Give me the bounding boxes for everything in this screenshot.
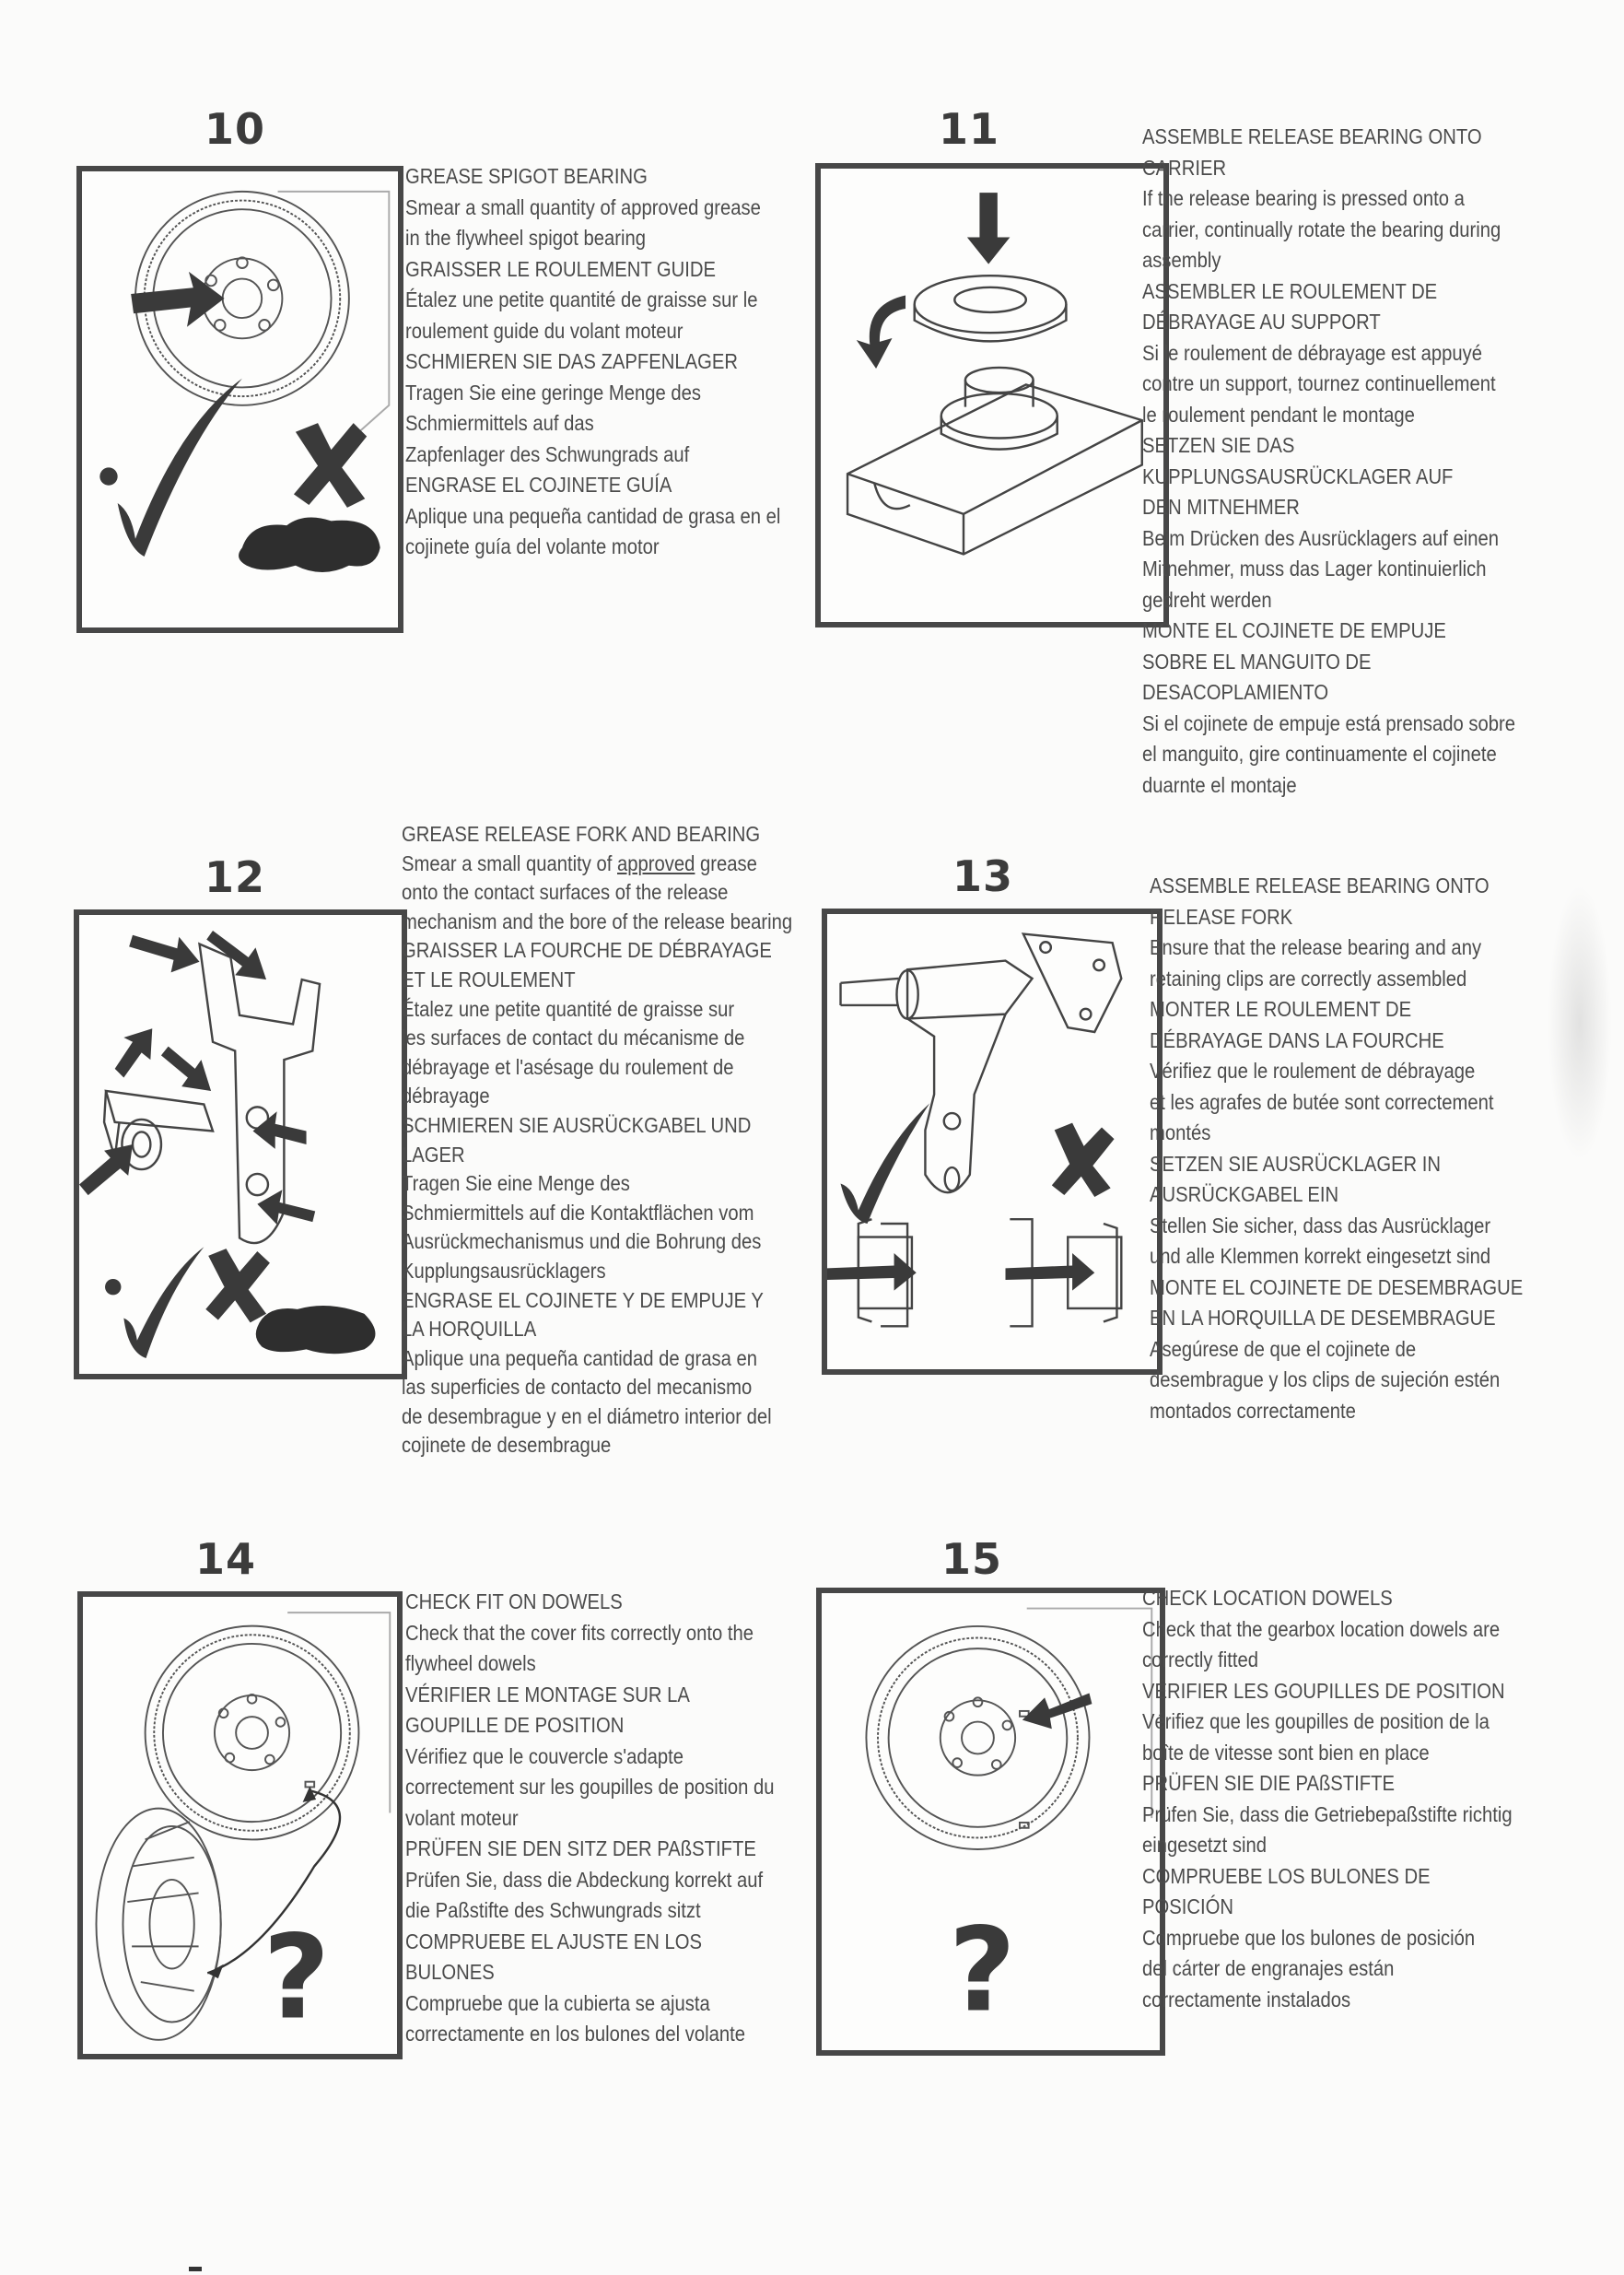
step-13-heading-es-cont: EN LA HORQUILLA DE DESEMBRAGUE [1150,1306,1496,1330]
text-line: und alle Klemmen korrekt eingesetzt sind [1150,1244,1491,1268]
text-line: cojinete guía del volante motor [405,534,660,558]
text-line: Kupplungsausrücklagers [402,1258,606,1283]
text-line: Stellen Sie sicher, dass das Ausrücklager [1150,1213,1491,1237]
step-number-10: 10 [204,104,265,154]
text-line: cojinete de desembrague [402,1433,612,1458]
step-13-text [1150,871,1523,1426]
check-mark-icon [118,379,242,557]
text-line: les surfaces de contact du mécanisme de [402,1026,745,1050]
text-line: Vérifiez que le couvercle s'adapte [405,1743,684,1768]
step-12-heading-fr-cont: ET LE ROULEMENT [402,967,576,991]
text-line: retaining clips are correctly assembled [1150,966,1467,991]
step-14-heading-de: PRÜFEN SIE DEN SITZ DER PAßSTIFTE [405,1836,756,1860]
step-14-text [405,1587,775,2050]
step-10-heading-de: SCHMIEREN SIE DAS ZAPFENLAGER [405,349,739,373]
arrow-icon [253,1111,307,1149]
step-number-15: 15 [941,1534,1002,1584]
release-fork-grease-drawing [79,915,402,1374]
gearbox-dowels-drawing [822,1593,1160,2050]
step-11-illustration [815,163,1169,627]
flywheel-spigot-grease-drawing [82,171,398,627]
text-line: If the release bearing is pressed onto a [1142,186,1465,210]
text-line: volant moteur [405,1805,519,1830]
text-line: correctamente en los bulones del volante [405,2022,746,2046]
question-mark-icon: ? [263,1909,331,2046]
arrow-icon [257,1190,315,1225]
step-14-illustration [77,1591,403,2059]
step-13-heading-en: ASSEMBLE RELEASE BEARING ONTO [1150,874,1490,897]
scan-smudge [1548,885,1612,1161]
step-14-heading-es: COMPRUEBE EL AJUSTE EN LOS [405,1929,703,1953]
step-number-12: 12 [204,852,265,902]
text-line: le roulement pendant le montage [1142,402,1415,427]
text-line: Vérifiez que les goupilles de position de la [1142,1709,1490,1733]
text-line: Check that the gearbox location dowels are [1142,1616,1501,1641]
check-mark-icon [841,1103,930,1224]
text-line: las superficies de contacto del mecanismo [402,1375,753,1400]
cover-on-dowels-drawing [83,1597,397,2054]
text-line: Si el cojinete de empuje está prensado sobre [1142,710,1516,735]
step-14-heading-fr: VÉRIFIER LE MONTAGE SUR LA [405,1682,690,1706]
step-15-text [1142,1583,1513,2015]
text-line: mechanism and the bore of the release bearing [402,909,793,933]
step-15-illustration [816,1588,1165,2056]
step-11-heading-es-cont: SOBRE EL MANGUITO DE [1142,649,1372,674]
step-12-heading-de: SCHMIEREN SIE AUSRÜCKGABEL UND [402,1112,752,1137]
step-12-heading-de-cont: LAGER [402,1142,465,1167]
step-13-illustration [822,909,1163,1375]
text-line: flywheel dowels [405,1651,536,1675]
text-line: débrayage et l'asésage du roulement de [402,1054,734,1079]
text-line: Aplique una pequeña cantidad de grasa en el [405,503,781,528]
text-line: Beim Drücken des Ausrücklagers auf einen [1142,525,1500,550]
text-line: in the flywheel spigot bearing [405,226,647,250]
text-line: de desembrague y en el diámetro interior del [402,1403,772,1428]
step-13-heading-es: MONTE EL COJINETE DE DESEMBRAGUE [1150,1274,1524,1299]
text-line: del cárter de engranajes están [1142,1956,1395,1980]
text-line: Étalez une petite quantité de graisse sur [402,996,735,1021]
step-13-heading-fr: MONTER LE ROULEMENT DE [1150,997,1412,1021]
text-line: gedreht werden [1142,587,1272,612]
step-11-text [1142,122,1515,801]
step-11-heading-fr-cont: DÉBRAYAGE AU SUPPORT [1142,310,1381,334]
step-14-heading-es-cont: BULONES [405,1960,495,1984]
question-mark-icon: ? [948,1902,1016,2038]
text-line: débrayage [402,1084,490,1108]
cross-mark-icon [1052,1123,1115,1197]
text-line: assembly [1142,248,1221,272]
step-12-text [402,820,792,1460]
arrow-icon [206,931,266,979]
text-line: Tragen Sie eine geringe Menge des [405,380,702,405]
step-10-heading-es: ENGRASE EL COJINETE GUÍA [405,473,672,497]
text-line: Mitnehmer, muss das Lager kontinuierlich [1142,557,1487,580]
text-line: Si le roulement de débrayage est appuyé [1142,340,1483,365]
step-number-13: 13 [952,851,1013,901]
text-line: Smear a small quantity of approved grease [402,850,757,875]
text-line: Schmiermittels auf die Kontaktflächen vom [402,1200,754,1225]
text-line: Zapfenlager des Schwungrads auf [405,441,690,466]
release-bearing-fork-drawing [827,914,1157,1369]
text-line: Check that the cover fits correctly onto the [405,1620,754,1645]
arrow-icon [967,193,1011,264]
step-12-heading-fr: GRAISSER LA FOURCHE DE DÉBRAYAGE [402,938,772,963]
text-line: Ausrückmechanismus und die Bohrung des [402,1229,762,1254]
step-11-heading-es-cont: DESACOPLAMIENTO [1142,680,1329,704]
step-13-heading-de: SETZEN SIE AUSRÜCKLAGER IN [1150,1151,1442,1176]
step-11-heading-fr: ASSEMBLER LE ROULEMENT DE [1142,278,1438,303]
step-12-heading-en: GREASE RELEASE FORK AND BEARING [402,822,761,846]
arrow-icon [303,1786,316,1801]
arrow-icon [129,935,199,973]
step-11-heading-es: MONTE EL COJINETE DE EMPUJE [1142,618,1446,642]
step-11-heading-de-cont: DEN MITNEHMER [1142,495,1300,519]
step-13-heading-de-cont: AUSRÜCKGABEL EIN [1150,1182,1339,1206]
text-line: Aplique una pequeña cantidad de grasa en [402,1345,758,1370]
step-13-heading-fr-cont: DÉBRAYAGE DANS LA FOURCHE [1150,1027,1444,1052]
step-10-heading-en: GREASE SPIGOT BEARING [405,164,648,188]
rotate-arrow-icon [857,296,905,369]
step-number-11: 11 [938,104,999,154]
text-line: boîte de vitesse sont bien en place [1142,1740,1430,1765]
text-line: Prüfen Sie, dass die Getriebepaßstifte richtig [1142,1801,1513,1826]
step-number-14: 14 [194,1534,256,1584]
text-line: desembrague y los clips de sujeción estén [1150,1367,1501,1391]
step-11-heading-en-cont: CARRIER [1142,155,1227,180]
text-line: montés [1150,1120,1211,1144]
text-line: Étalez une petite quantité de graisse sur le [405,287,758,311]
arrow-icon [131,272,224,327]
text-line: Asegúrese de que el cojinete de [1150,1336,1417,1361]
step-15-heading-de: PRÜFEN SIE DIE PAßSTIFTE [1142,1771,1396,1795]
corner-mark [189,2267,202,2271]
text-line: Compruebe que la cubierta se ajusta [405,1990,710,2015]
text-line: Vérifiez que le roulement de débrayage [1150,1059,1476,1083]
text-line: onto the contact surfaces of the release [402,880,729,905]
text-line: Schmiermittels auf das [405,411,594,435]
arrow-icon [1006,1253,1095,1291]
text-line: correctamente instalados [1142,1987,1351,2011]
text-line: correctement sur les goupilles de position du [405,1775,775,1799]
arrow-icon [115,1028,153,1077]
text-line: Ensure that the release bearing and any [1150,935,1482,959]
text-line: correctly fitted [1142,1648,1258,1671]
step-10-heading-fr: GRAISSER LE ROULEMENT GUIDE [405,256,717,281]
step-12-heading-es: ENGRASE EL COJINETE Y DE EMPUJE Y [402,1287,764,1312]
step-11-heading-de-cont: KUPPLUNGSAUSRÜCKLAGER AUF [1142,463,1454,488]
step-11-heading-en: ASSEMBLE RELEASE BEARING ONTO [1142,124,1482,148]
step-13-heading-en-cont: RELEASE FORK [1150,904,1293,929]
text-line: Tragen Sie eine Menge des [402,1171,630,1196]
text-line: montados correctamente [1150,1398,1356,1423]
text-line: Smear a small quantity of approved grease [405,194,761,219]
step-12-heading-es-cont: LA HORQUILLA [402,1317,537,1342]
text-line: contre un support, tournez continuellement [1142,371,1496,395]
step-15-heading-en: CHECK LOCATION DOWELS [1142,1586,1393,1610]
text-line: roulement guide du volant moteur [405,318,683,343]
cross-mark-icon [294,423,367,508]
step-11-heading-de: SETZEN SIE DAS [1142,433,1295,457]
text-line: carrier, continually rotate the bearing during [1142,217,1501,241]
step-15-heading-es-cont: POSICIÓN [1142,1894,1233,1918]
arrow-icon [827,1253,917,1291]
step-10-text [405,161,780,563]
text-line: el manguito, gire continuamente el cojinete [1142,742,1497,766]
text-line: eingesetzt sind [1142,1833,1268,1857]
underlined-word: approved [616,850,695,875]
step-12-illustration [74,909,407,1379]
cross-mark-icon [205,1249,270,1322]
text-line: die Paßstifte des Schwungrads sitzt [405,1898,701,1922]
step-15-heading-es: COMPRUEBE LOS BULONES DE [1142,1863,1431,1888]
text-line: Compruebe que los bulones de posición [1142,1925,1476,1950]
step-15-heading-fr: VÉRIFIER LES GOUPILLES DE POSITION [1142,1678,1505,1703]
step-14-heading-en: CHECK FIT ON DOWELS [405,1589,623,1613]
step-14-heading-fr-cont: GOUPILLE DE POSITION [405,1713,625,1737]
text-line: et les agrafes de butée sont correctement [1150,1089,1494,1114]
step-10-illustration [76,166,403,633]
check-mark-icon [123,1247,204,1358]
release-bearing-carrier-drawing [821,169,1163,622]
text-line: duarnte el montaje [1142,772,1297,797]
text-line-with-underline [402,850,792,879]
arrow-icon [161,1047,211,1091]
arrow-icon [79,1144,133,1195]
text-line: Prüfen Sie, dass die Abdeckung korrekt auf [405,1867,764,1892]
